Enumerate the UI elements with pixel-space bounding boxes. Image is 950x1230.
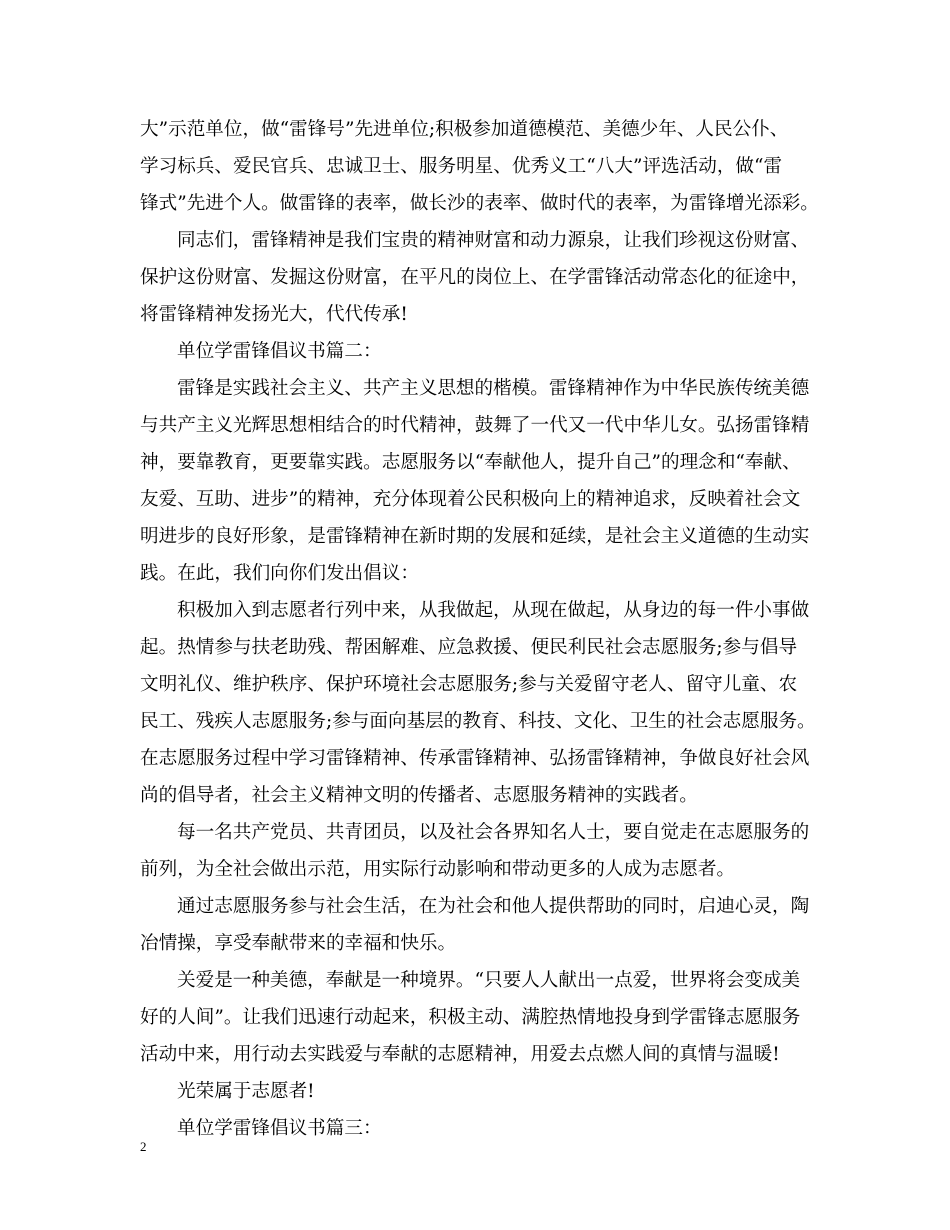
text-line: 大”示范单位，做“雷锋号”先进单位;积极参加道德模范、美德少年、人民公仆、 [140, 119, 789, 140]
page-number: 2 [140, 1139, 147, 1154]
text-line: 将雷锋精神发扬光大，代代传承! [140, 304, 408, 325]
text-line: 好的人间”。让我们迅速行动起来，积极主动、满腔热情地投身到学雷锋志愿服务 [140, 1007, 801, 1028]
section-heading: 单位学雷锋倡议书篇三： [177, 1118, 382, 1139]
text-line: 明进步的良好形象，是雷锋精神在新时期的发展和延续，是社会主义道德的生动实 [140, 526, 810, 547]
text-line: 关爱是一种美德，奉献是一种境界。“只要人人献出一点爱，世界将会变成美 [177, 970, 801, 991]
text-line: 友爱、互助、进步”的精神，充分体现着公民积极向上的精神追求，反映着社会文 [140, 489, 801, 510]
text-line: 神，要靠教育，更要靠实践。志愿服务以“奉献他人，提升自己”的理念和“奉献、 [140, 452, 801, 473]
text-line: 与共产主义光辉思想相结合的时代精神，鼓舞了一代又一代中华儿女。弘扬雷锋精 [140, 415, 810, 436]
text-line: 积极加入到志愿者行列中来，从我做起，从现在做起，从身边的每一件小事做 [177, 600, 810, 621]
text-line: 冶情操，享受奉献带来的幸福和快乐。 [140, 933, 457, 954]
text-line: 锋式”先进个人。做雷锋的表率，做长沙的表率、做时代的表率，为雷锋增光添彩。 [140, 193, 819, 214]
text-line: 每一名共产党员、共青团员，以及社会各界知名人士，要自觉走在志愿服务的 [177, 822, 810, 843]
text-line: 同志们，雷锋精神是我们宝贵的精神财富和动力源泉，让我们珍视这份财富、 [177, 230, 810, 251]
text-line: 通过志愿服务参与社会生活，在为社会和他人提供帮助的同时，启迪心灵，陶 [177, 896, 810, 917]
text-line: 尚的倡导者，社会主义精神文明的传播者、志愿服务精神的实践者。 [140, 785, 698, 806]
section-heading: 单位学雷锋倡议书篇二： [177, 341, 382, 362]
text-line: 前列，为全社会做出示范，用实际行动影响和带动更多的人成为志愿者。 [140, 859, 736, 880]
text-line: 学习标兵、爱民官兵、忠诚卫士、服务明星、优秀义工“八大”评选活动，做“雷 [140, 156, 783, 177]
text-line: 活动中来，用行动去实践爱与奉献的志愿精神，用爱去点燃人间的真情与温暖! [140, 1044, 780, 1065]
text-line: 起。热情参与扶老助残、帮困解难、应急救援、便民利民社会志愿服务;参与倡导 [140, 637, 798, 658]
text-line: 践。在此，我们向你们发出倡议： [140, 563, 419, 584]
text-line: 保护这份财富、发掘这份财富，在平凡的岗位上、在学雷锋活动常态化的征途中， [140, 267, 810, 288]
text-line: 光荣属于志愿者! [177, 1081, 315, 1102]
text-line: 在志愿服务过程中学习雷锋精神、传承雷锋精神、弘扬雷锋精神，争做良好社会风 [140, 748, 810, 769]
text-line: 雷锋是实践社会主义、共产主义思想的楷模。雷锋精神作为中华民族传统美德 [177, 378, 810, 399]
text-line: 文明礼仪、维护秩序、保护环境社会志愿服务;参与关爱留守老人、留守儿童、农 [140, 674, 798, 695]
text-line: 民工、残疾人志愿服务;参与面向基层的教育、科技、文化、卫生的社会志愿服务。 [140, 711, 816, 732]
